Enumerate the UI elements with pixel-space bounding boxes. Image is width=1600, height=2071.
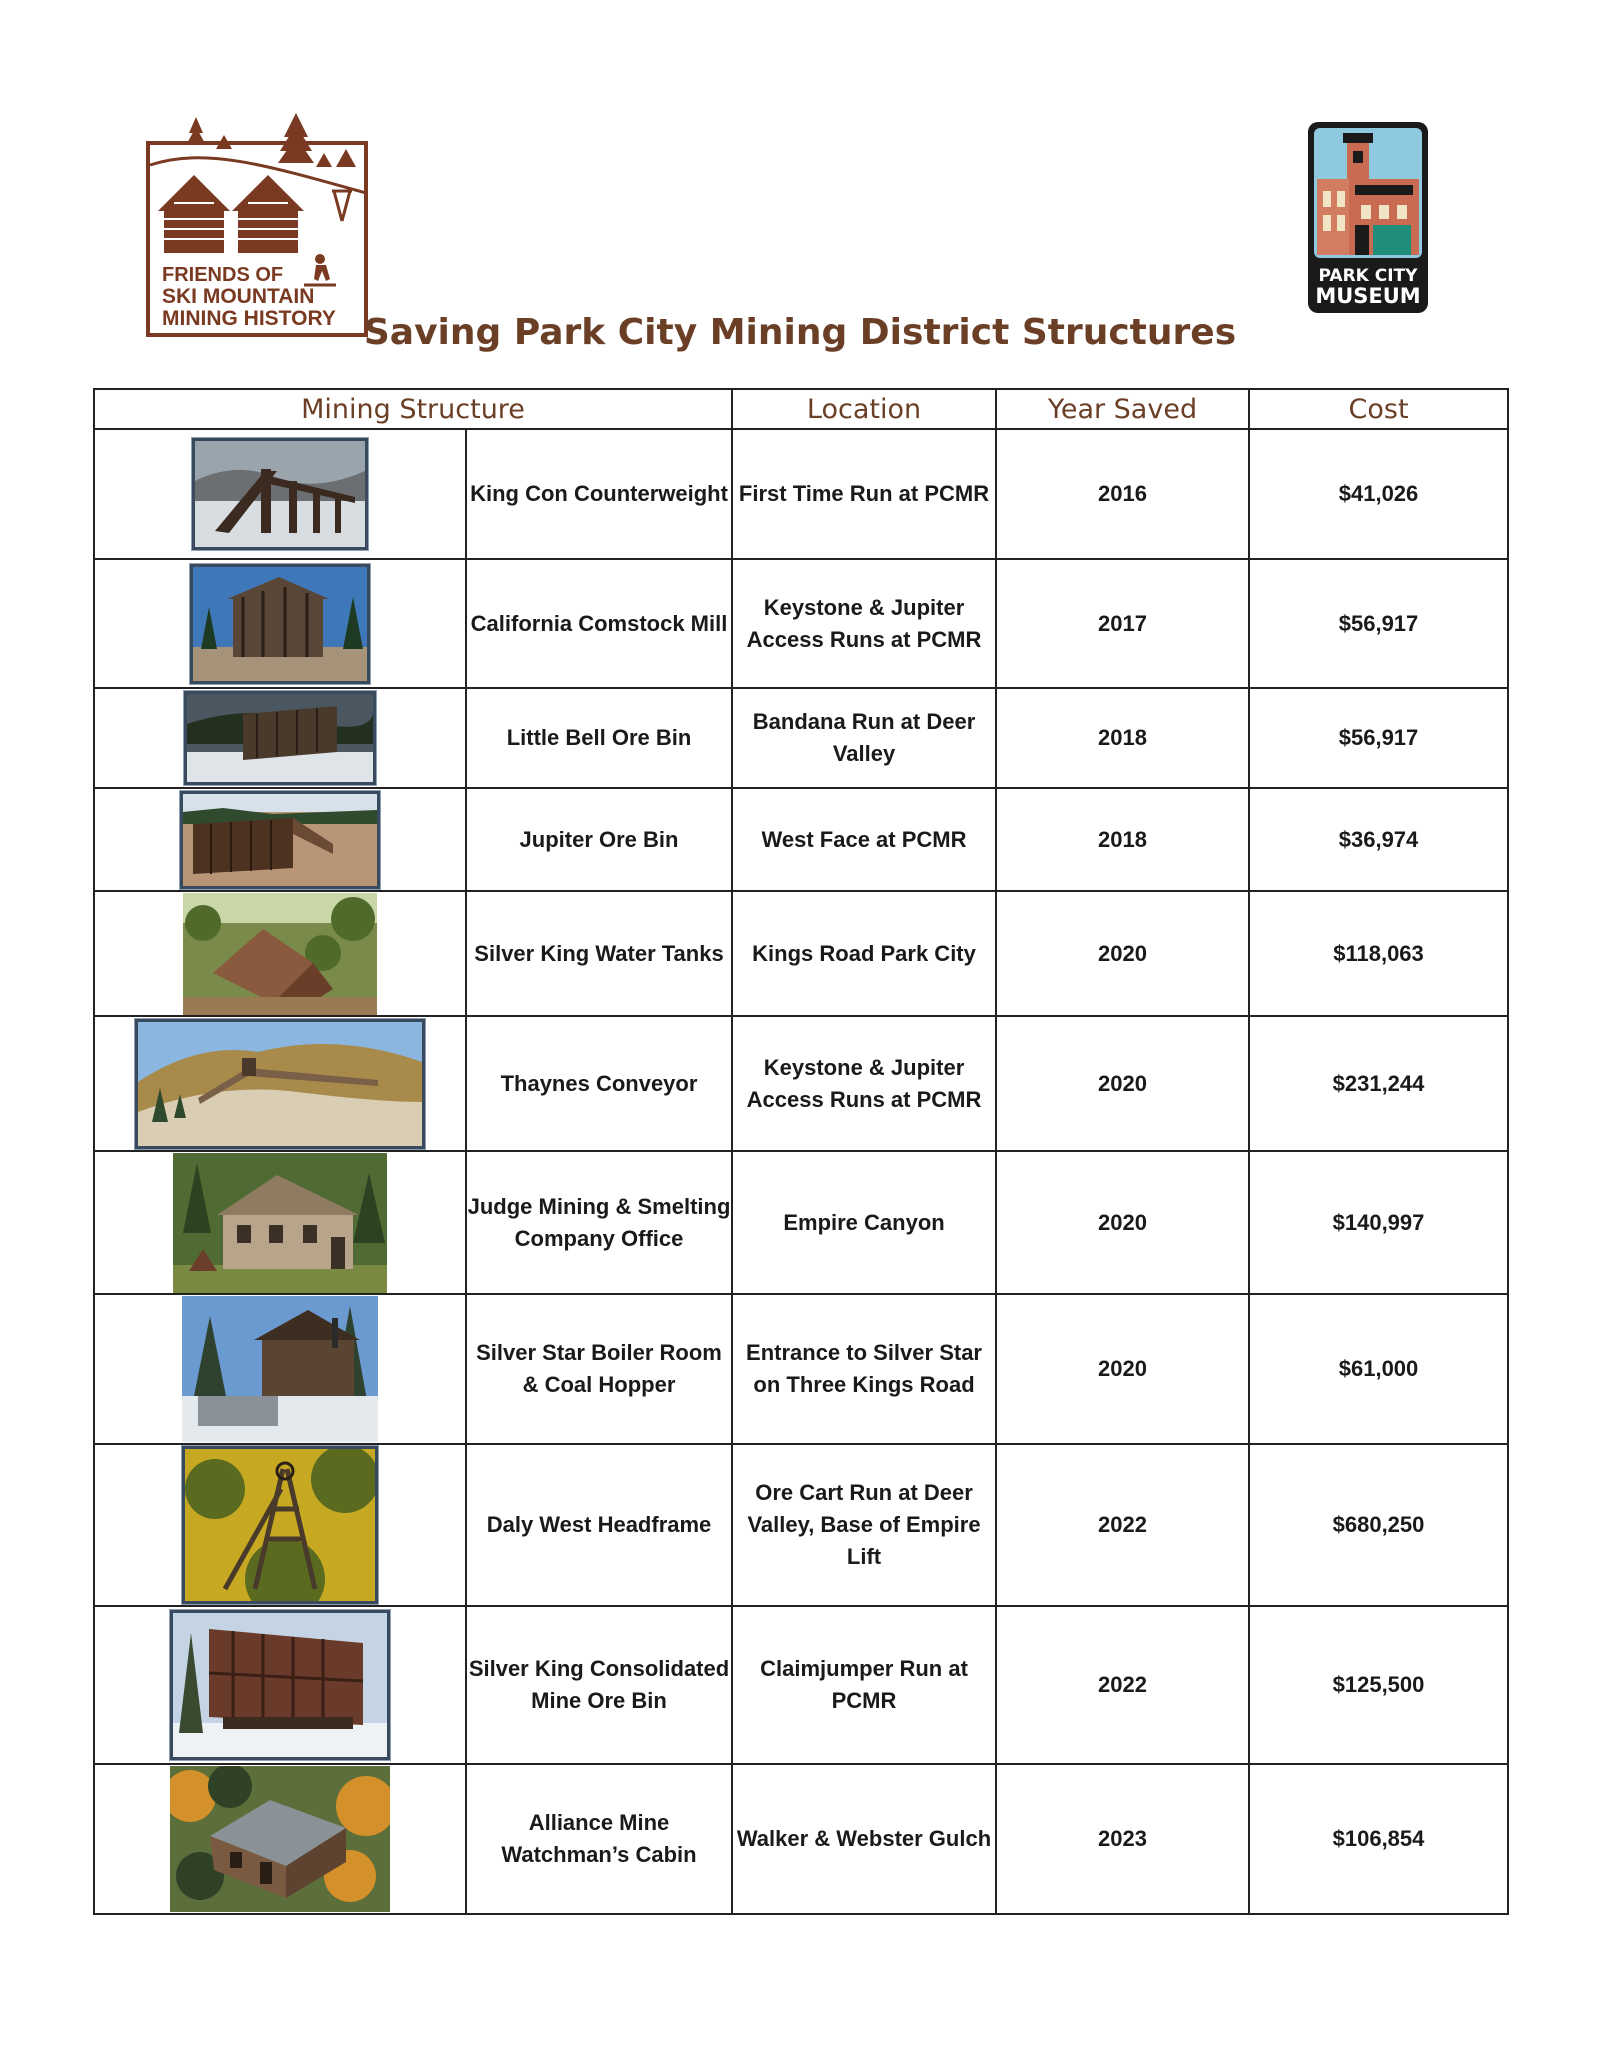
header-mining-structure: Mining Structure [94, 389, 732, 429]
photo-cell [94, 688, 466, 788]
structure-location: Kings Road Park City [732, 891, 996, 1016]
table-row [94, 1444, 1508, 1606]
little-bell-ore-bin-photo [184, 691, 376, 785]
structure-location: Walker & Webster Gulch [732, 1764, 996, 1914]
structure-year: 2018 [996, 788, 1249, 891]
structure-location: Keystone & Jupiter Access Runs at PCMR [732, 1016, 996, 1151]
table-row [94, 1764, 1508, 1914]
structure-location: Empire Canyon [732, 1151, 996, 1294]
structure-location: Ore Cart Run at Deer Valley, Base of Empire Lift [732, 1444, 996, 1606]
structure-name: California Comstock Mill [466, 559, 732, 688]
structure-cost: $61,000 [1249, 1294, 1508, 1444]
structure-year: 2023 [996, 1764, 1249, 1914]
table-row [94, 559, 1508, 688]
photo-cell [94, 1444, 466, 1606]
photo-cell [94, 429, 466, 559]
structure-name: Silver King Water Tanks [466, 891, 732, 1016]
structure-location: West Face at PCMR [732, 788, 996, 891]
table-row [94, 1151, 1508, 1294]
structure-year: 2020 [996, 1151, 1249, 1294]
table-row [94, 429, 1508, 559]
structure-cost: $36,974 [1249, 788, 1508, 891]
structure-cost: $41,026 [1249, 429, 1508, 559]
structure-year: 2016 [996, 429, 1249, 559]
structure-year: 2022 [996, 1444, 1249, 1606]
structure-year: 2022 [996, 1606, 1249, 1764]
mining-structures-table [93, 388, 1509, 1915]
alliance-mine-cabin-photo [170, 1766, 390, 1912]
header-location: Location [732, 389, 996, 429]
structure-name: Thaynes Conveyor [466, 1016, 732, 1151]
structure-cost: $106,854 [1249, 1764, 1508, 1914]
judge-mining-office-photo [173, 1153, 387, 1293]
header-year-saved: Year Saved [996, 389, 1249, 429]
structure-name: King Con Counterweight [466, 429, 732, 559]
structure-cost: $125,500 [1249, 1606, 1508, 1764]
photo-cell [94, 1151, 466, 1294]
table-row [94, 1016, 1508, 1151]
photo-cell [94, 1016, 466, 1151]
structure-name: Daly West Headframe [466, 1444, 732, 1606]
structure-cost: $231,244 [1249, 1016, 1508, 1151]
structure-year: 2020 [996, 1016, 1249, 1151]
structure-year: 2020 [996, 891, 1249, 1016]
king-con-counterweight-photo [192, 438, 368, 550]
structure-year: 2017 [996, 559, 1249, 688]
california-comstock-mill-photo [190, 564, 370, 684]
table-row [94, 788, 1508, 891]
thaynes-conveyor-photo [135, 1019, 425, 1149]
table-row [94, 891, 1508, 1016]
structure-location: Entrance to Silver Star on Three Kings Road [732, 1294, 996, 1444]
structure-name: Alliance Mine Watchman’s Cabin [466, 1764, 732, 1914]
structure-cost: $680,250 [1249, 1444, 1508, 1606]
structure-name: Silver King Consolidated Mine Ore Bin [466, 1606, 732, 1764]
structure-location: Claimjumper Run at PCMR [732, 1606, 996, 1764]
photo-cell [94, 891, 466, 1016]
photo-cell [94, 1764, 466, 1914]
table-header-row [94, 389, 1508, 429]
structure-name: Silver Star Boiler Room & Coal Hopper [466, 1294, 732, 1444]
logo-left-line1: FRIENDS OF [162, 264, 284, 286]
structure-cost: $56,917 [1249, 559, 1508, 688]
photo-cell [94, 559, 466, 688]
structure-name: Jupiter Ore Bin [466, 788, 732, 891]
structure-location: Bandana Run at Deer Valley [732, 688, 996, 788]
structure-year: 2018 [996, 688, 1249, 788]
structure-location: First Time Run at PCMR [732, 429, 996, 559]
structure-cost: $56,917 [1249, 688, 1508, 788]
structure-location: Keystone & Jupiter Access Runs at PCMR [732, 559, 996, 688]
header-cost: Cost [1249, 389, 1508, 429]
logo-right-line2: MUSEUM [1315, 284, 1421, 308]
structure-year: 2020 [996, 1294, 1249, 1444]
structure-cost: $140,997 [1249, 1151, 1508, 1294]
daly-west-headframe-photo [182, 1446, 378, 1604]
jupiter-ore-bin-photo [180, 791, 380, 889]
friends-of-ski-mountain-mining-history-logo [146, 113, 368, 337]
photo-cell [94, 1606, 466, 1764]
silver-king-water-tanks-photo [183, 893, 377, 1015]
table-row [94, 688, 1508, 788]
silver-king-ore-bin-photo [170, 1610, 390, 1760]
photo-cell [94, 788, 466, 891]
logo-left-line2: SKI MOUNTAIN [162, 285, 315, 308]
park-city-museum-logo [1307, 121, 1429, 314]
structure-name: Judge Mining & Smelting Company Office [466, 1151, 732, 1294]
structure-cost: $118,063 [1249, 891, 1508, 1016]
structure-name: Little Bell Ore Bin [466, 688, 732, 788]
photo-cell [94, 1294, 466, 1444]
logo-right-line1: PARK CITY [1318, 266, 1418, 286]
silver-star-boiler-room-photo [182, 1296, 378, 1442]
table-row [94, 1294, 1508, 1444]
page-title: Saving Park City Mining District Structures [363, 312, 1237, 353]
logo-left-line3: MINING HISTORY [162, 307, 336, 330]
table-row [94, 1606, 1508, 1764]
